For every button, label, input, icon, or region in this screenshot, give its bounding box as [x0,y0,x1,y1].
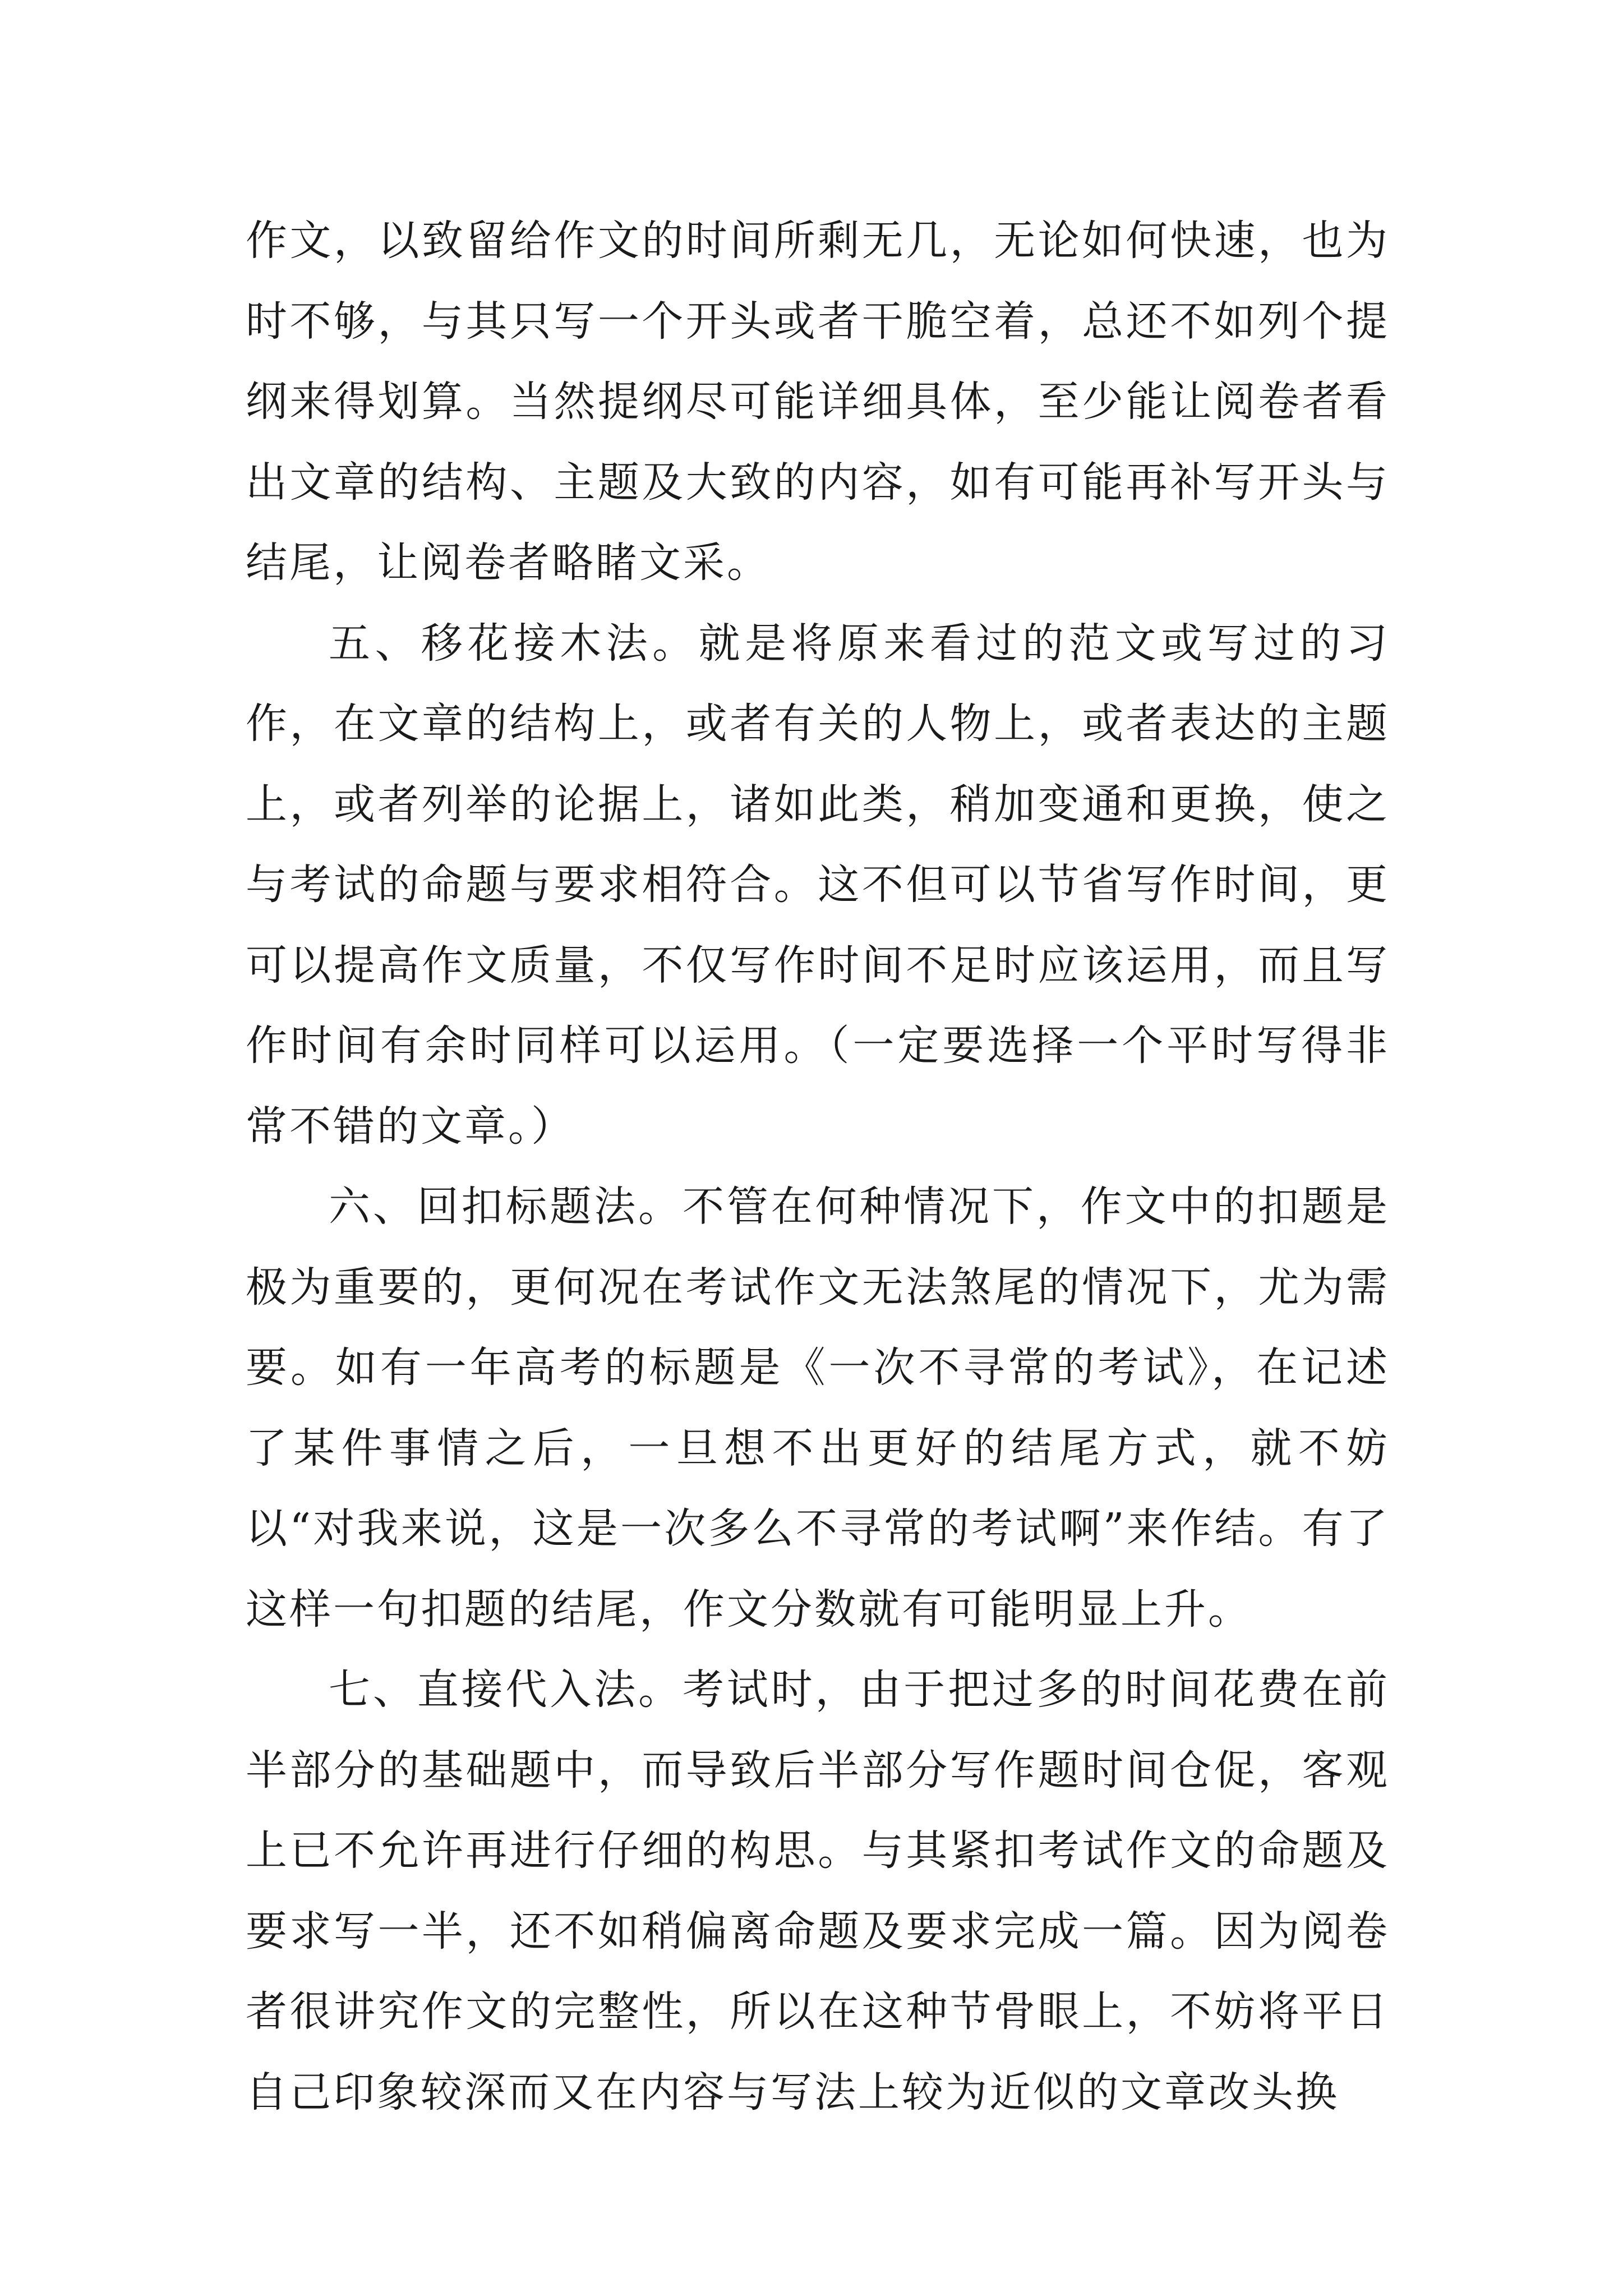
paragraph-method-seven: 七、直接代入法。考试时，由于把过多的时间花费在前半部分的基础题中，而导致后半部分写作题时间仓促，客观上已不允许再进行仔细的构思。与其紧扣考试作文的命题及要求写一半，还不如稍偏离命题及要求完成一篇。因为阅卷者很讲究作文的完整性，所以在这种节骨眼上，不妨将平日自己印象较深而又在内容与写法上较为近似的文章改头换 [246,1665,1390,2116]
paragraph-method-six: 六、回扣标题法。不管在何种情况下，作文中的扣题是极为重要的，更何况在考试作文无法煞尾的情况下，尤为需要。如有一年高考的标题是《一次不寻常的考试》，在记述了某件事情之后，一旦想不出更好的结尾方式，就不妨以“对我来说，这是一次多么不寻常的考试啊”来作结。有了这样一句扣题的结尾，作文分数就有可能明显上升。 [246,1182,1390,1634]
paragraph-continuation: 作文，以致留给作文的时间所剩无几，无论如何快速，也为时不够，与其只写一个开头或者干脆空着，总还不如列个提纲来得划算。当然提纲尽可能详细具体，至少能让阅卷者看出文章的结构、主题及大致的内容，如有可能再补写开头与结尾，让阅卷者略睹文采。 [246,217,1390,587]
document-body [246,201,1390,2133]
paragraph-method-five: 五、移花接木法。就是将原来看过的范文或写过的习作，在文章的结构上，或者有关的人物上，或者表达的主题上，或者列举的论据上，诸如此类，稍加变通和更换，使之与考试的命题与要求相符合。这不但可以节省写作时间，更可以提高作文质量，不仅写作时间不足时应该运用，而且写作时间有余时同样可以运用。（一定要选择一个平时写得非常不错的文章。） [246,619,1390,1151]
